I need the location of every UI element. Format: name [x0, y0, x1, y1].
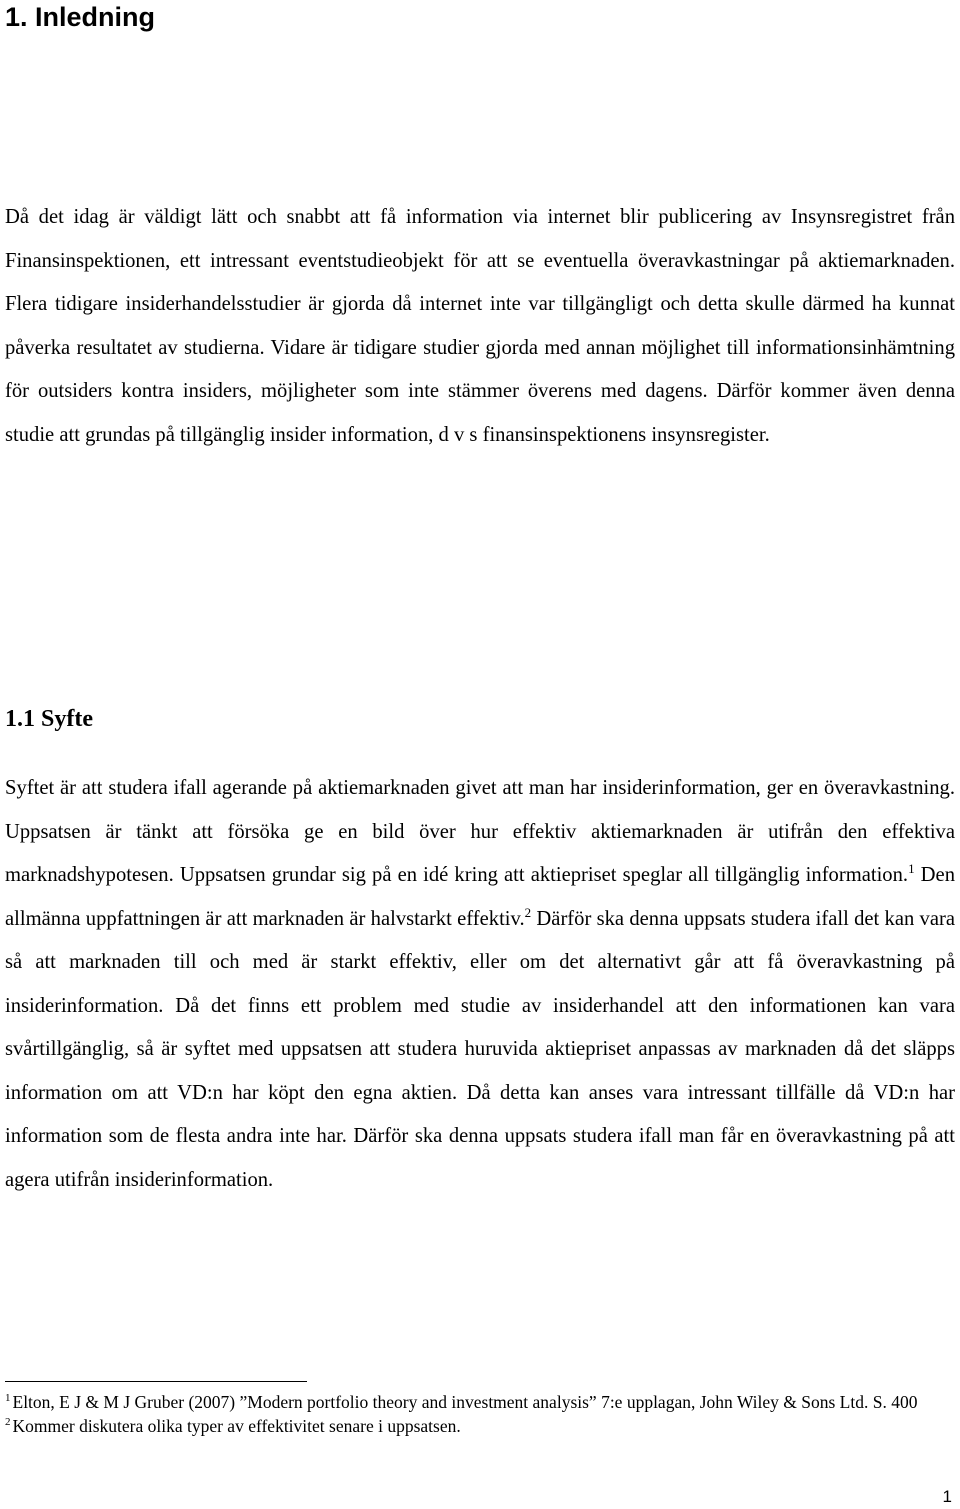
syfte-text-part-1: Syftet är att studera ifall agerande på aktiemarknaden givet att man har insiderinformation, ger en överavkastning. Uppsatsen är tänkt att försöka ge en bild över hur effektiv aktiemarknaden är utifrån den effektiva marknadshypotesen. Uppsatsen grundar sig på en idé kring att aktiepriset speglar all tillgänglig information.: [5, 777, 955, 886]
chapter-title: 1. Inledning: [5, 2, 156, 32]
footnote-text-1: Elton, E J & M J Gruber (2007) ”Modern portfolio theory and investment analysis” 7:e upplagan, John Wiley & Sons Ltd. S. 400: [12, 1392, 918, 1412]
intro-paragraph: Då det idag är väldigt lätt och snabbt att få information via internet blir publicering av Insynsregistret från Finansinspektionen, ett intressant eventstudieobjekt för att se eventuella överavkastningar på aktiemarknaden. Flera tidigare insiderhandelsstudier är gjorda då internet inte var tillgängligt och detta skulle därmed ha kunnat påverka resultatet av studierna. Vidare är tidigare studier gjorda med annan möjlighet till informationsinhämtning för outsiders kontra insiders, möjligheter som inte stämmer överens med dagens. Därför kommer även denna studie att grundas på tillgänglig insider information, d v s finansinspektionens insynsregister.: [5, 206, 955, 446]
footnote-reference-2[interactable]: 2: [524, 904, 532, 920]
page-number: 1: [942, 1487, 952, 1506]
footnote-marker-2: 2: [5, 1416, 11, 1429]
footnote-reference-1[interactable]: 1: [908, 861, 915, 877]
footnote-2: [5, 1414, 950, 1438]
footnote-marker-1: 1: [5, 1392, 11, 1405]
footnote-text-2: Kommer diskutera olika typer av effektivitet senare i uppsatsen.: [12, 1416, 461, 1436]
syfte-paragraph: [5, 767, 955, 1202]
footnotes: [5, 1390, 950, 1438]
footnote-1: [5, 1390, 950, 1414]
syfte-text-part-3: Därför ska denna uppsats studera ifall det kan vara så att marknaden till och med är starkt effektiv, eller om det alternativt går att få överavkastning på insiderinformation. Då det finns ett problem med studie av insiderhandel att den informationen kan vara svårtillgänglig, så är syftet med uppsatsen att studera huruvida aktiepriset anpassas av marknaden då det släpps information om att VD:n har köpt den egna aktien. Då detta kan anses vara intressant tillfälle då VD:n har information som de flesta andra inte har. Därför ska denna uppsats studera ifall man får en överavkastning på att agera utifrån insiderinformation.: [5, 907, 955, 1191]
syfte-text-part-2: Den allmänna uppfattningen är att marknaden är halvstarkt effektiv.: [5, 864, 955, 930]
section-title: 1.1 Syfte: [5, 706, 93, 732]
footnote-separator: [5, 1381, 307, 1382]
